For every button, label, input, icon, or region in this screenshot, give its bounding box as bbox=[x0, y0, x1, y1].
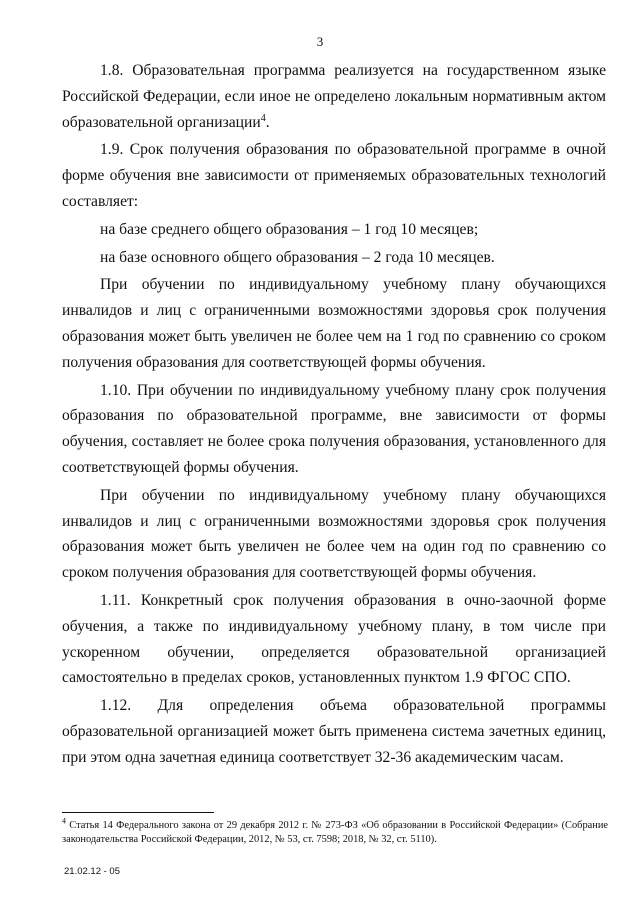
paragraph-1-8 bbox=[62, 58, 606, 135]
document-body bbox=[62, 58, 606, 773]
footnote-reference: 4 bbox=[260, 112, 266, 124]
footnote-mark: 4 bbox=[62, 816, 66, 826]
paragraph-basic-general: на базе основного общего образования – 2 года 10 месяцев. bbox=[100, 248, 495, 266]
paragraph-disabled-students-1: При обучении по индивидуальному учебному плану обучающихся инвалидов и лиц с ограниченными возможностями здоровья срок получения образования может быть увеличен не более чем на 1 год по сравнению со сроком получения образования для соответствующей формы обучения. bbox=[62, 276, 606, 371]
footnote-divider bbox=[62, 812, 214, 813]
paragraph-disabled-students-2: При обучении по индивидуальному учебному плану обучающихся инвалидов и лиц с ограниченными возможностями здоровья срок получения образования может быть увеличен не более чем на один год по сравнению со сроком получения образования для соответствующей формы обучения. bbox=[62, 486, 606, 582]
paragraph-1-10: 1.10. При обучении по индивидуальному учебному плану срок получения образования по образовательной программе, вне зависимости от формы обучения, составляет не более срока получения образования, установленного для соответствующей формы обучения. bbox=[62, 381, 606, 476]
paragraph-secondary-general: на базе среднего общего образования – 1 год 10 месяцев; bbox=[100, 220, 479, 238]
paragraph-1-11: 1.11. Конкретный срок получения образования в очно-заочной форме обучения, а также по индивидуальному учебному плану, в том числе при ускоренном обучении, определяется образовательной организацией самостоятельно в пределах сроков, установленных пунктом 1.9 ФГОС СПО. bbox=[62, 591, 606, 687]
page-number: 3 bbox=[316, 34, 324, 49]
footnote bbox=[62, 816, 608, 847]
paragraph-1-9: 1.9. Срок получения образования по образовательной программе в очной форме обучения вне зависимости от применяемых образовательных технологий составляет: bbox=[62, 141, 606, 210]
paragraph-1-12: 1.12. Для определения объема образовательной программы образовательной организацией может быть применена система зачетных единиц, при этом одна зачетная единица соответствует 32-36 академическим часам. bbox=[62, 697, 606, 766]
paragraph-1-8-text: 1.8. Образовательная программа реализуется на государственном языке Российской Федерации, если иное не определено локальным нормативным актом образовательной организации bbox=[62, 62, 606, 131]
paragraph-1-8-end: . bbox=[265, 113, 270, 131]
document-code: 21.02.12 - 05 bbox=[64, 866, 120, 877]
footnote-text: Статья 14 Федерального закона от 29 декабря 2012 г. № 273-ФЗ «Об образовании в Российской Федерации» (Собрание законодательства Российской Федерации, 2012, № 53, ст. 7598; 2018, № 32, ст. 5110). bbox=[62, 820, 608, 845]
